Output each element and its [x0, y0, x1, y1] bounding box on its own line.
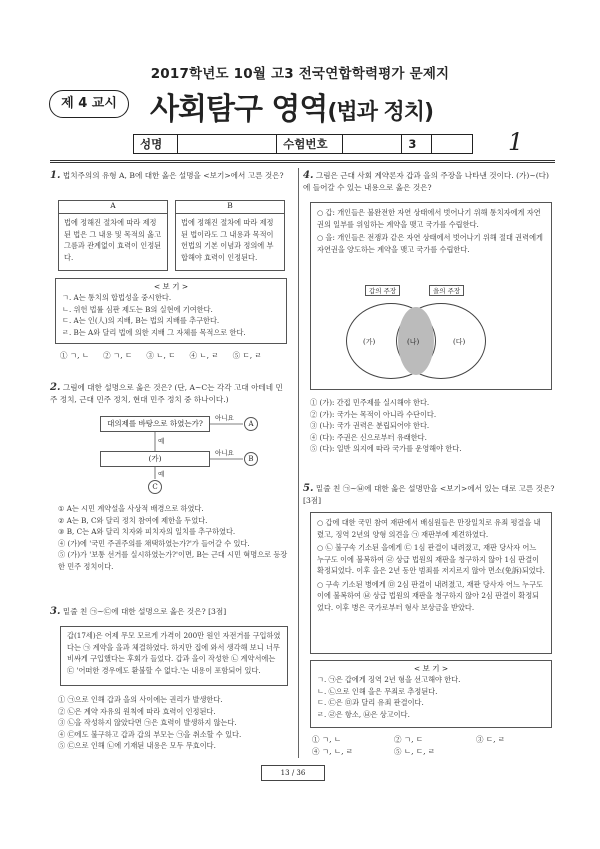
exam-no-label: 수험번호 — [277, 135, 343, 153]
q2-flow-question1: 대의제를 바탕으로 하였는가? — [100, 416, 210, 432]
q3-option[interactable]: ④ ㉢에도 불구하고 갑과 갑의 부모는 ㉠을 취소할 수 있다. — [58, 729, 242, 739]
q2-option[interactable]: ② A는 B, C와 달리 정치 참여에 제한을 두었다. — [58, 515, 208, 525]
q5-bogi-item: ㄹ. ㉣은 항소, ㉥은 상고이다. — [317, 709, 410, 719]
q4-gap: ○ 갑: 개인들은 불완전한 자연 상태에서 벗어나기 위해 통치자에게 자연권의 일부를 위임하는 계약을 맺고 국가를 수립한다. — [317, 208, 541, 229]
q2-flow-question2: (가) — [100, 451, 210, 467]
q4-stem-text: 그림은 근대 사회 계약론자 갑과 을의 주장을 나타낸 것이다. (가)~(다)에 들어갈 수 있는 내용으로 옳은 것은? — [303, 171, 549, 192]
exam-no-extra[interactable] — [432, 135, 472, 153]
q3-stem-text: 밑줄 친 ㉠~㉢에 대한 설명으로 옳은 것은? [3점] — [62, 607, 227, 616]
q1-bogi-item: ㄱ. A는 통치의 합법성을 중시한다. — [62, 293, 172, 302]
q2-yes1: 예 — [158, 437, 165, 445]
q2-option[interactable]: ③ B, C는 A와 달리 치자와 피치자의 일치를 추구하였다. — [58, 527, 236, 536]
q5-bogi-item: ㄱ. ㉠은 갑에게 징역 2년 형을 선고해야 한다. — [317, 675, 461, 684]
exam-no-value: 3 — [402, 135, 432, 153]
q5-para: ○ ㉡ 불구속 기소된 을에게 ㉢ 1심 판결이 내려졌고, 재판 당사자 어느 누구도 이에 불복하여 ㉣ 상급 법원의 재판을 청구하지 않아 1심 판결이 확정되었다. 이후 을은 2년 동안 범죄를 저지르지 않아 면소(免訴)되었다. — [317, 543, 545, 575]
q2-yes2: 예 — [158, 470, 165, 478]
q1-box-a-label: A — [58, 200, 168, 214]
exam-no-field[interactable] — [343, 135, 403, 153]
q2-option[interactable]: ④ (가)에 '국민 주권주의를 채택하였는가?'가 들어갈 수 있다. — [58, 538, 250, 548]
column-divider — [298, 168, 299, 758]
q5-para: ○ 갑에 대한 국민 참여 재판에서 배심원들은 만장일치로 유죄 평결을 내렸고, 징역 2년의 양형 의견을 ㉠ 재판부에 제견하였다. — [317, 518, 541, 539]
q4-figure — [310, 202, 552, 390]
q2-stem — [50, 382, 290, 406]
q5-stem-text: 밑줄 친 ㉠~㉥에 대한 옳은 설명만을 <보기>에서 있는 대로 고른 것은? [3점] — [303, 484, 555, 505]
q4-option[interactable]: ④ (다): 주권은 신으로부터 유래한다. — [310, 432, 427, 442]
q5-bogi-title: < 보 기 > — [413, 664, 449, 673]
q4-venn-left-label: 갑의 주장 — [365, 285, 400, 296]
subject-sub: (법과 정치) — [327, 100, 434, 125]
q4-da: (다) — [453, 338, 466, 346]
q3-stem — [50, 606, 290, 618]
q1-number: 1. — [50, 170, 61, 181]
exam-title: 2017학년도 10월 고3 전국연합학력평가 문제지 — [150, 66, 450, 82]
footer-left: 13 — [280, 769, 290, 777]
page-number: 1 — [508, 128, 524, 156]
q4-number: 4. — [303, 170, 314, 181]
q4-stem — [303, 170, 555, 194]
footer-right: 36 — [296, 769, 306, 777]
q5-para: ○ 구속 기소된 병에게 ㉤ 2심 판결이 내려졌고, 재판 당사자 어느 누구도 이에 불복하여 ㉥ 상급 법원의 재판을 청구하지 않아 2심 판결이 확정되었다. 이후 병은 국가로부터 형사 보상금을 받았다. — [317, 579, 543, 612]
q5-option[interactable]: ① ㄱ, ㄴ — [312, 735, 342, 744]
q4-option[interactable]: ① (가): 간접 민주제를 실시해야 한다. — [310, 398, 430, 407]
page-footer — [261, 765, 325, 781]
q3-options — [58, 694, 293, 752]
q2-node-a: A — [244, 417, 258, 431]
q1-bogi-item: ㄷ. A는 인(人)의 지배, B는 법의 지배를 추구한다. — [62, 316, 220, 325]
q4-na: (나) — [407, 338, 420, 346]
q3-option[interactable]: ⑤ ㉢으로 인해 ㉡에 기재된 내용은 모두 무효이다. — [58, 741, 216, 750]
q2-stem-text: 그림에 대한 설명으로 옳은 것은? (단, A~C는 각각 고대 아테네 민주 정치, 근대 민주 정치, 현대 민주 정치 중 하나이다.) — [50, 383, 283, 404]
q4-eul: ○ 을: 개인들은 전쟁과 같은 자연 상태에서 벗어나기 위해 절대 권력에게 자연권을 양도하는 계약을 맺고 국가를 수립한다. — [317, 233, 543, 254]
q5-stem — [303, 483, 555, 507]
q4-ga: (가) — [363, 338, 376, 346]
q3-option[interactable]: ② ㉡은 계약 자유의 원칙에 따라 효력이 인정된다. — [58, 706, 216, 716]
q2-no1: 아니요 — [215, 414, 234, 422]
q2-no2: 아니요 — [215, 449, 234, 457]
q5-options — [312, 734, 557, 758]
q1-box-b-label: B — [175, 200, 285, 214]
q3-passage: 갑(17세)은 어제 무모 모르게 가격이 200만 원인 자전거를 구입하였다는 ㉠ 계약을 을과 체결하였다. 하지만 집에 와서 생각해 보니 너무 비싸게 구입했다는 후회가 들었다. 갑과 을이 작성한 ㉡ 계약서에는 ㉢ '어떠한 경우에도 환불할 수 없다.'는 내용이 포함되어 있다. — [60, 626, 288, 686]
q1-bogi-item: ㄹ. B는 A와 달리 법에 의한 지배 그 자체를 목적으로 한다. — [62, 327, 246, 337]
q1-box-a: 법에 정해진 절차에 따라 제정된 법은 그 내용 및 목적의 옳고 그름과 관계없이 효력이 인정된다. — [58, 213, 168, 271]
q2-option[interactable]: ① A는 시민 계약설을 사상적 배경으로 하였다. — [58, 504, 204, 513]
q5-bogi-item: ㄷ. ㉢은 ㉤과 달리 유죄 판결이다. — [317, 698, 424, 707]
q4-options — [310, 397, 555, 455]
q1-bogi-title: < 보 기 > — [153, 282, 189, 291]
q1-bogi — [55, 278, 287, 344]
q1-option[interactable]: ② ㄱ, ㄷ — [103, 351, 133, 360]
q3-option[interactable]: ③ ㉡을 작성하지 않았다면 ㉠은 효력이 발생하지 않는다. — [58, 718, 237, 727]
subject-title — [150, 84, 433, 128]
q1-options — [60, 350, 290, 361]
q3-option[interactable]: ① ㉠으로 인해 갑과 을의 사이에는 권리가 발생한다. — [58, 695, 223, 704]
q1-option[interactable]: ④ ㄴ, ㄹ — [189, 351, 219, 360]
q1-option[interactable]: ③ ㄴ, ㄷ — [146, 351, 176, 360]
q2-number: 2. — [50, 382, 61, 393]
q5-option[interactable]: ④ ㄱ, ㄴ, ㄹ — [312, 747, 354, 756]
info-bar — [133, 134, 473, 154]
q5-option[interactable]: ⑤ ㄴ, ㄷ, ㄹ — [394, 747, 436, 756]
subject-main: 사회탐구 영역 — [150, 92, 328, 127]
q2-option[interactable]: ⑤ (가)가 '보통 선거를 실시하였는가?'이면, B는 근대 시민 혁명으로 등장한 민주 정치이다. — [58, 550, 288, 571]
header-rule — [50, 160, 555, 163]
q1-option[interactable]: ① ㄱ, ㄴ — [60, 351, 90, 360]
q5-option[interactable]: ③ ㄷ, ㄹ — [476, 735, 506, 744]
q5-option[interactable]: ② ㄱ, ㄷ — [394, 735, 424, 744]
q4-venn-right-label: 을의 주장 — [429, 285, 464, 296]
q3-number: 3. — [50, 606, 61, 617]
q1-box-b: 법에 정해진 절차에 따라 제정된 법이라도 그 내용과 목적이 헌법의 기본 이념과 정의에 부합해야 효력이 인정된다. — [175, 213, 285, 271]
q4-option[interactable]: ⑤ (다): 일반 의지에 따라 국가를 운영해야 한다. — [310, 444, 462, 453]
name-field[interactable] — [178, 135, 277, 153]
q4-option[interactable]: ② (가): 국가는 목적이 아니라 수단이다. — [310, 409, 437, 419]
name-label: 성명 — [134, 135, 178, 153]
q2-node-c: C — [148, 480, 162, 494]
q1-stem — [50, 170, 290, 182]
q5-bogi — [310, 660, 552, 728]
q5-bogi-item: ㄴ. ㉡으로 인해 을은 무죄로 추정된다. — [317, 686, 438, 696]
q1-bogi-item: ㄴ. 위헌 법률 심판 제도는 B의 실현에 기여한다. — [62, 304, 213, 314]
q1-stem-text: 법치주의의 유형 A, B에 대한 옳은 설명을 <보기>에서 고른 것은? — [62, 171, 284, 180]
q2-options — [58, 503, 293, 572]
footer-slash: / — [291, 769, 295, 777]
q1-option[interactable]: ⑤ ㄷ, ㄹ — [232, 351, 262, 360]
q5-number: 5. — [303, 483, 314, 494]
q5-passage — [310, 512, 552, 654]
period-badge: 제 4 교시 — [49, 90, 129, 118]
q2-node-b: B — [244, 452, 258, 466]
q4-option[interactable]: ③ (나): 국가 권력은 분립되어야 한다. — [310, 421, 430, 430]
